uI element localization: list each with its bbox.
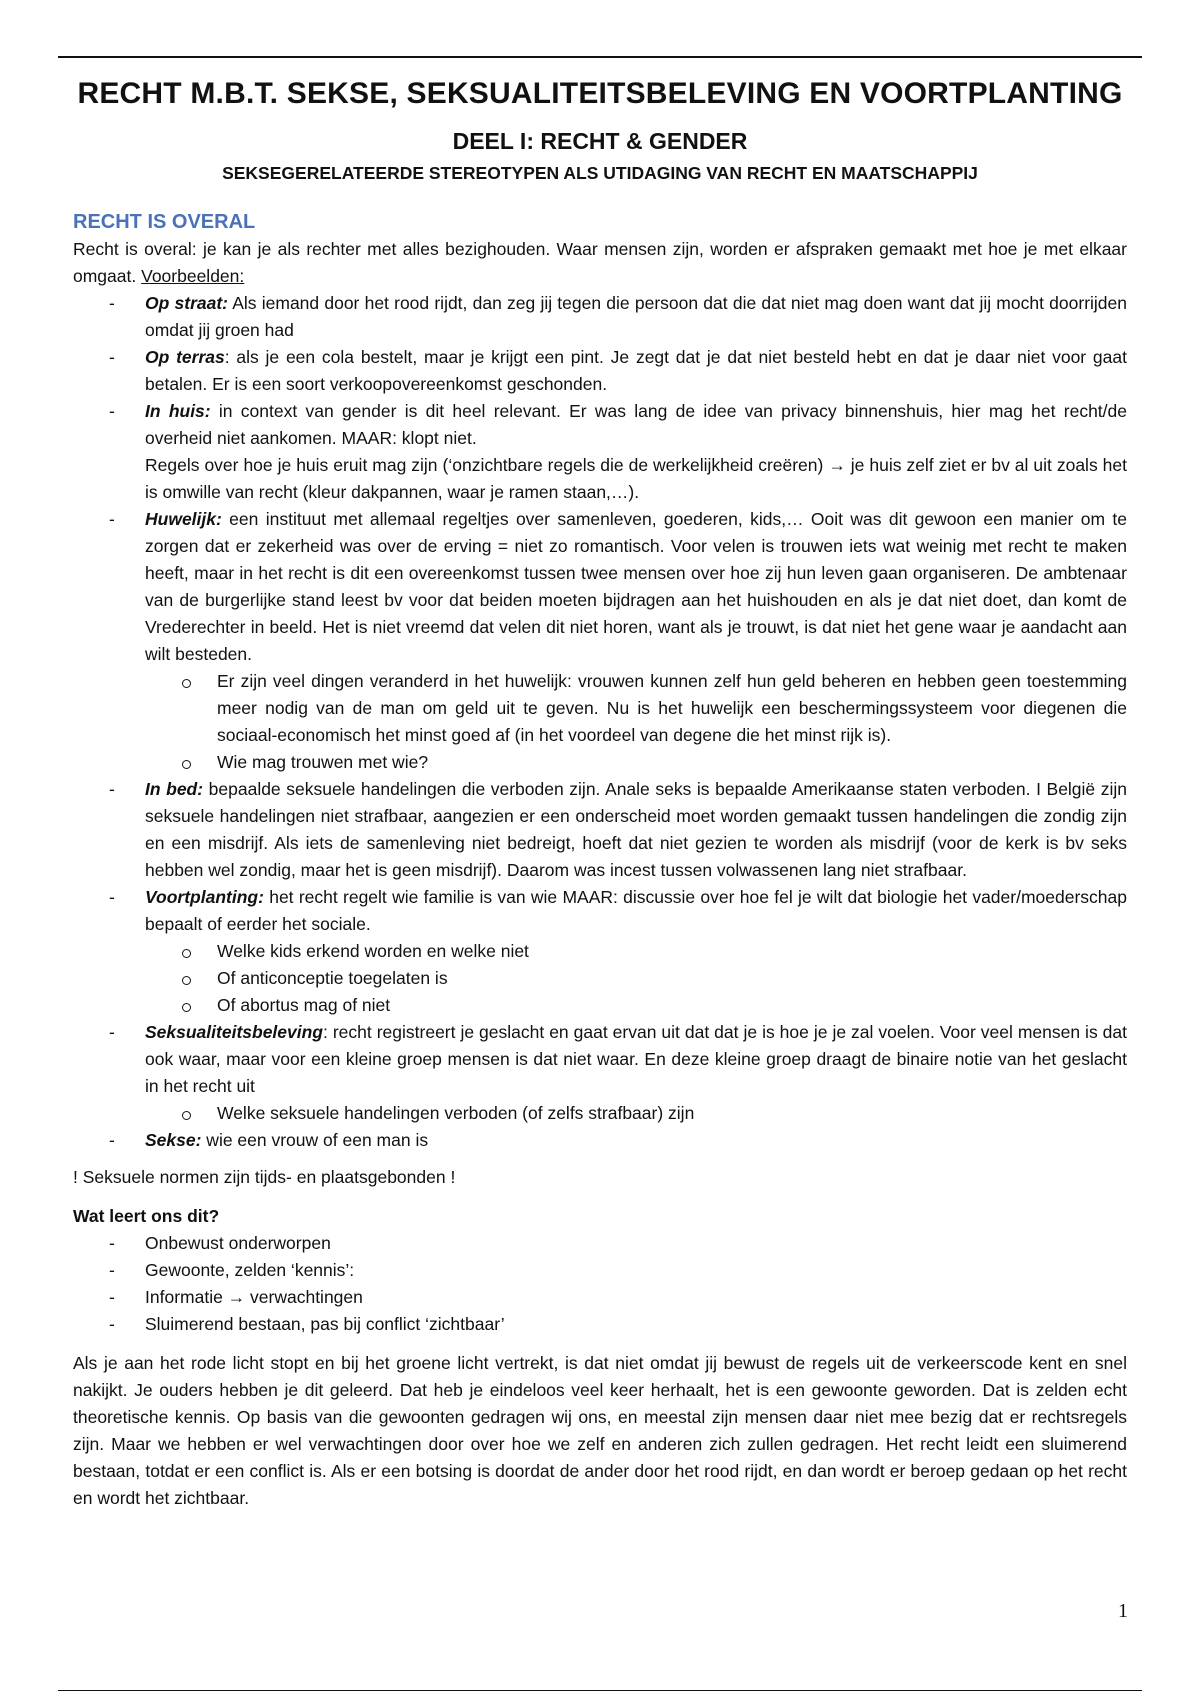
bottom-rule <box>58 1690 1142 1691</box>
list-item-huwelijk <box>145 506 1127 776</box>
list-item-voortplanting <box>145 884 1127 1019</box>
term-label: Voortplanting: <box>145 887 264 907</box>
section-heading: RECHT IS OVERAL <box>73 211 256 233</box>
item-text: wie een vrouw of een man is <box>201 1130 429 1150</box>
term-label: Sekse: <box>145 1130 202 1150</box>
item-text: : als je een cola bestelt, maar je krijgt een pint. Je zegt dat je dat niet besteld hebt en dat je daar niet voor gaat betalen. Er is een soort verkoopovereenkomst geschonden. <box>145 347 1127 394</box>
examples-list <box>73 290 1127 1154</box>
part-subtitle: SEKSEGERELATEERDE STEREOTYPEN ALS UTIDAGING VAN RECHT EN MAATSCHAPPIJ <box>222 163 978 183</box>
lessons-list <box>73 1230 1127 1338</box>
sub-list-item: Welke seksuele handelingen verboden (of zelfs strafbaar) zijn <box>217 1100 1127 1127</box>
intro-text: Recht is overal: je kan je als rechter met alles bezighouden. Waar mensen zijn, worden er afspraken gemaakt met hoe je met elkaar omgaat. <box>73 239 1127 286</box>
list-item-seksualiteitsbeleving <box>145 1019 1127 1127</box>
lesson-item: - Onbewust onderworpen <box>145 1230 1127 1257</box>
item-text: een instituut met allemaal regeltjes over samenleven, goederen, kids,… Ooit was dit gewoon een manier om te zorgen dat er zekerheid was over de erving = niet zo romantisch. Voor velen is trouwen iets wat weinig met recht te maken heeft, maar in het recht is dit een overeenkomst tussen twee mensen over hoe zij hun leven gaan organiseren. De ambtenaar van de burgerlijke stand leest bv voor dat beiden moeten bijdragen aan het huishouden en als je dat niet doet, dan komt de Vrederechter in beeld. Het is niet vreemd dat velen dit niet horen, want als je trouwt, is dat niet het gene waar je aandacht aan wilt besteden. <box>145 509 1127 664</box>
list-item-sekse <box>145 1127 1127 1154</box>
question-heading: Wat leert ons dit? <box>73 1206 220 1226</box>
item-text: : recht registreert je geslacht en gaat ervan uit dat dat je is hoe je je zal voelen. Voor veel mensen is dat ook waar, maar voor een kleine groep mensen is dat niet waar. En deze kleine groep draagt de binaire notie van het geslacht in het recht uit <box>145 1022 1127 1096</box>
lesson-item: - Informatie → verwachtingen <box>145 1284 1127 1311</box>
item-text: Als iemand door het rood rijdt, dan zeg jij tegen die persoon dat die dat niet mag doen want dat jij mocht doorrijden omdat jij groen had <box>145 293 1127 340</box>
term-label: Op straat: <box>145 293 228 313</box>
sub-list-item: Wie mag trouwen met wie? <box>217 749 1127 776</box>
term-label: Huwelijk: <box>145 509 222 529</box>
closing-paragraph: Als je aan het rode licht stopt en bij het groene licht vertrekt, is dat niet omdat jij bewust de regels uit de verkeerscode kent en snel nakijkt. Je ouders hebben je dit geleerd. Dat heb je eindeloos veel keer herhaalt, het is een gewoonte geworden. Dat is zelden echt theoretische kennis. Op basis van die gewoonten gedragen wij ons, en meestal zijn mensen daar niet mee bezig dat er rechtsregels zijn. Maar we hebben er wel verwachtingen door over hoe we zelf en anderen zich zullen gedragen. Het recht leidt een sluimerend bestaan, totdat er een conflict is. Als er een botsing is doordat de ander door het rood rijdt, en dan wordt er beroep gedaan op het recht en wordt het zichtbaar. <box>73 1353 1127 1508</box>
sub-list-item: Welke kids erkend worden en welke niet <box>217 938 1127 965</box>
page-number: 1 <box>1118 1600 1128 1622</box>
sub-list-item: Of anticonceptie toegelaten is <box>217 965 1127 992</box>
sub-list <box>145 668 1127 776</box>
item-extra-text: Regels over hoe je huis eruit mag zijn (‘onzichtbare regels die de werkelijkheid creëren) → je huis zelf ziet er bv al uit zoals het is omwille van recht (kleur dakpannen, waar je ramen staan,…). <box>145 455 1127 502</box>
list-item-op-terras <box>145 344 1127 398</box>
part-heading: DEEL I: RECHT & GENDER <box>452 128 748 154</box>
lesson-item: - Sluimerend bestaan, pas bij conflict ‘zichtbaar’ <box>145 1311 1127 1338</box>
document-page <box>73 72 1127 1512</box>
list-item-in-huis <box>145 398 1127 506</box>
intro-examples-label: Voorbeelden: <box>141 266 245 286</box>
sub-list <box>145 1100 1127 1127</box>
term-label: Op terras <box>145 347 225 367</box>
sub-list-item: Er zijn veel dingen veranderd in het huwelijk: vrouwen kunnen zelf hun geld beheren en hebben geen toestemming meer nodig van de man om geld uit te geven. Nu is het huwelijk een beschermingssysteem voor diegenen die sociaal-economisch het minst goed af (in het voordeel van degene die het minst rijk is). <box>217 668 1127 749</box>
sub-list <box>145 938 1127 1019</box>
lesson-item: - Gewoonte, zelden ‘kennis’: <box>145 1257 1127 1284</box>
term-label: In huis: <box>145 401 211 421</box>
term-label: Seksualiteitsbeleving <box>145 1022 323 1042</box>
list-item-in-bed <box>145 776 1127 884</box>
term-label: In bed: <box>145 779 204 799</box>
item-text: bepaalde seksuele handelingen die verboden zijn. Anale seks is bepaalde Amerikaanse staten verboden. I België zijn seksuele handelingen niet strafbaar, aangezien er een onderscheid moet worden gemaakt tussen handelingen die zondig zijn en een misdrijf. Als iets de samenleving niet bedreigt, hoeft dat niet gezien te worden als misdrijf (voor de kerk is bv seks hebben wel zondig, maar het is geen misdrijf). Daarom was incest tussen volwassenen lang niet strafbaar. <box>145 779 1127 880</box>
document-title: RECHT M.B.T. SEKSE, SEKSUALITEITSBELEVING EN VOORTPLANTING <box>77 77 1123 110</box>
item-text: het recht regelt wie familie is van wie MAAR: discussie over hoe fel je wilt dat biologie het vader/moederschap bepaalt of eerder het sociale. <box>145 887 1127 934</box>
sub-list-item: Of abortus mag of niet <box>217 992 1127 1019</box>
list-item-op-straat <box>145 290 1127 344</box>
intro-paragraph <box>73 236 1127 290</box>
note-line: ! Seksuele normen zijn tijds- en plaatsgebonden ! <box>73 1167 456 1187</box>
top-rule <box>58 56 1142 58</box>
item-text: in context van gender is dit heel relevant. Er was lang de idee van privacy binnenshuis, hier mag het recht/de overheid niet aankomen. MAAR: klopt niet. <box>145 401 1127 448</box>
